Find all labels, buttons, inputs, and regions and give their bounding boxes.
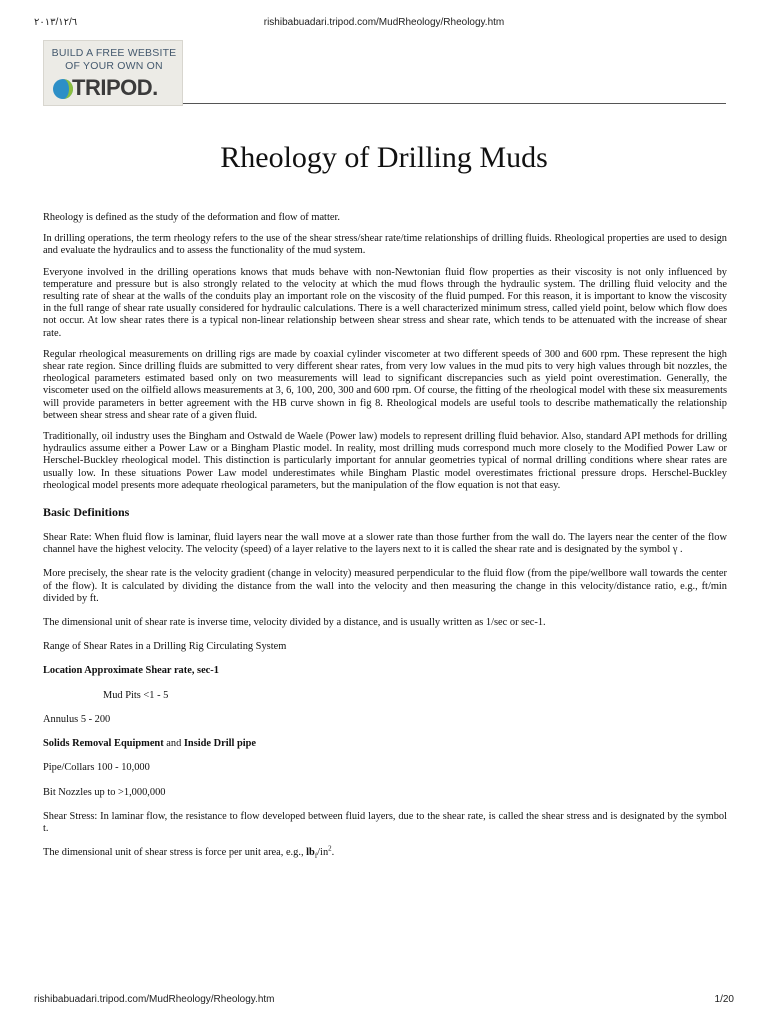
- paragraph-viscometer-measurements: Regular rheological measurements on drilling rigs are made by coaxial cylinder viscometer at two different speeds of 300 and 600 rpm. These represent the high shear rate region. Since drilling fluids are submitted to very different shear rates, from very low values in the mud pits to very high values through bit nozzles, the rheological parameters estimated based only on two measurements will lead to significant discrepancies such as yield point overestimation. Generally, the viscometer used on the oilfield allows measurements at 3, 6, 100, 200, 300 and 600 rpm. Of course, the fitting of the rheological model with these six measurements will provide parameters in better agreement with the HB curve shown in fig 8. Rheological models are useful tools to describe mathematically the relationship between shear stress and shear rate of a given fluid.: [43, 348, 727, 421]
- tripod-brand-text: TRIPOD.: [72, 75, 158, 100]
- paragraph-rheological-models: Traditionally, oil industry uses the Bingham and Ostwald de Waele (Power law) models to represent drilling fluid behavior. Also, standard API methods for drilling hydraulics assume either a Power Law or a Bingham Plastic model. In reality, most drilling muds correspond much more closely to the Modified Power Law or Herschel-Buckley rheological model. This distinction is particularly important for annular geometries typical of normal drilling conditions where shear rates are usually low. In these situations Power Law model underestimates while Bingham Plastic model overestimates frictional pressure drops. Herschel-Buckley rheological model presents more adequate rheological parameters, but the manipulation of the flow equation is not that easy.: [43, 431, 727, 491]
- ad-line-2: OF YOUR OWN ON: [65, 60, 163, 72]
- paragraph-shear-stress: Shear Stress: In laminar flow, the resistance to flow developed between fluid layers, due to the shear rate, is called the shear stress and is designated by the symbol t.: [43, 810, 727, 834]
- paragraph-shear-rate-unit: The dimensional unit of shear rate is inverse time, velocity divided by a distance, and is usually written as 1/sec or sec-1.: [43, 617, 546, 629]
- print-header: [0, 14, 768, 30]
- paragraph-shear-rate-range: Range of Shear Rates in a Drilling Rig Circulating System: [43, 641, 287, 653]
- ad-line-1: BUILD A FREE WEBSITE: [51, 47, 177, 59]
- footer-url[interactable]: rishibabuadari.tripod.com/MudRheology/Rheology.htm: [34, 994, 275, 1005]
- table-header-location: Location Approximate Shear rate, sec-1: [43, 665, 219, 677]
- article-body: [43, 212, 727, 871]
- row-solids-removal: Solids Removal Equipment and Inside Drill pipe: [43, 738, 257, 750]
- header-divider: [183, 103, 726, 104]
- paragraph-velocity-gradient: More precisely, the shear rate is the velocity gradient (change in velocity) measured perpendicular to the fluid flow (from the pipe/wellbore wall towards the center of the flow). It is calculated by dividing the distance from the wall into the velocity and then measuring the change in this velocity/distance ratio, e.g., ft/min divided by ft.: [43, 568, 727, 604]
- paragraph-shear-rate: Shear Rate: When fluid flow is laminar, fluid layers near the wall move at a slower rate than those further from the wall do. The layers near the center of the flow channel have the highest velocity. The velocity (speed) of a layer relative to the layers next to it is called the shear rate and is designated by the symbol γ .: [43, 532, 727, 556]
- print-date: ٢٠١٣/١٢/٦: [34, 17, 78, 28]
- tripod-ad-banner[interactable]: [43, 40, 183, 106]
- print-footer: [0, 994, 768, 1010]
- row-mud-pits: Mud Pits <1 - 5: [103, 689, 169, 701]
- tripod-logo: [50, 75, 180, 103]
- footer-page-number: 1/20: [714, 994, 734, 1005]
- paragraph-shear-stress-unit: The dimensional unit of shear stress is force per unit area, e.g., $lb_f/in^2$.: [43, 844, 335, 861]
- print-url[interactable]: rishibabuadari.tripod.com/MudRheology/Rheology.htm: [263, 17, 505, 28]
- heading-basic-definitions: Basic Definitions: [43, 505, 130, 520]
- paragraph-rheology-definition: Rheology is defined as the study of the deformation and flow of matter.: [43, 212, 340, 223]
- row-annulus: Annulus 5 - 200: [43, 713, 111, 725]
- paragraph-drilling-operations: In drilling operations, the term rheology refers to the use of the shear stress/shear rate/time relationships of drilling fluids. Rheological properties are used to design and evaluate the hydraulics and to assess the functionality of the mud system.: [43, 233, 727, 257]
- paragraph-non-newtonian: Everyone involved in the drilling operations knows that muds behave with non-Newtonian fluid flow properties as their viscosity is not only influenced by temperature and pressure but is also strongly related to the velocity at which the mud flows through the hydraulic system. The drilling fluid velocity and the resulting rate of shear at the walls of the conduits play an important role on the viscosity of the fluid pumped. For this reason, it is important to know the viscosity in the full range of shear rate usually considered for hydraulic calculations. There is a well characterized minimum stress, called yield point, below which flow does not occur. At low shear rates there is a typical non-linear relationship between shear stress and shear rate, which tends to be attenuated with the increase of shear rate.: [43, 266, 727, 339]
- row-pipe-collars: Pipe/Collars 100 - 10,000: [43, 762, 150, 774]
- row-bit-nozzles: Bit Nozzles up to >1,000,000: [43, 786, 166, 798]
- page-title: Rheology of Drilling Muds: [220, 141, 548, 174]
